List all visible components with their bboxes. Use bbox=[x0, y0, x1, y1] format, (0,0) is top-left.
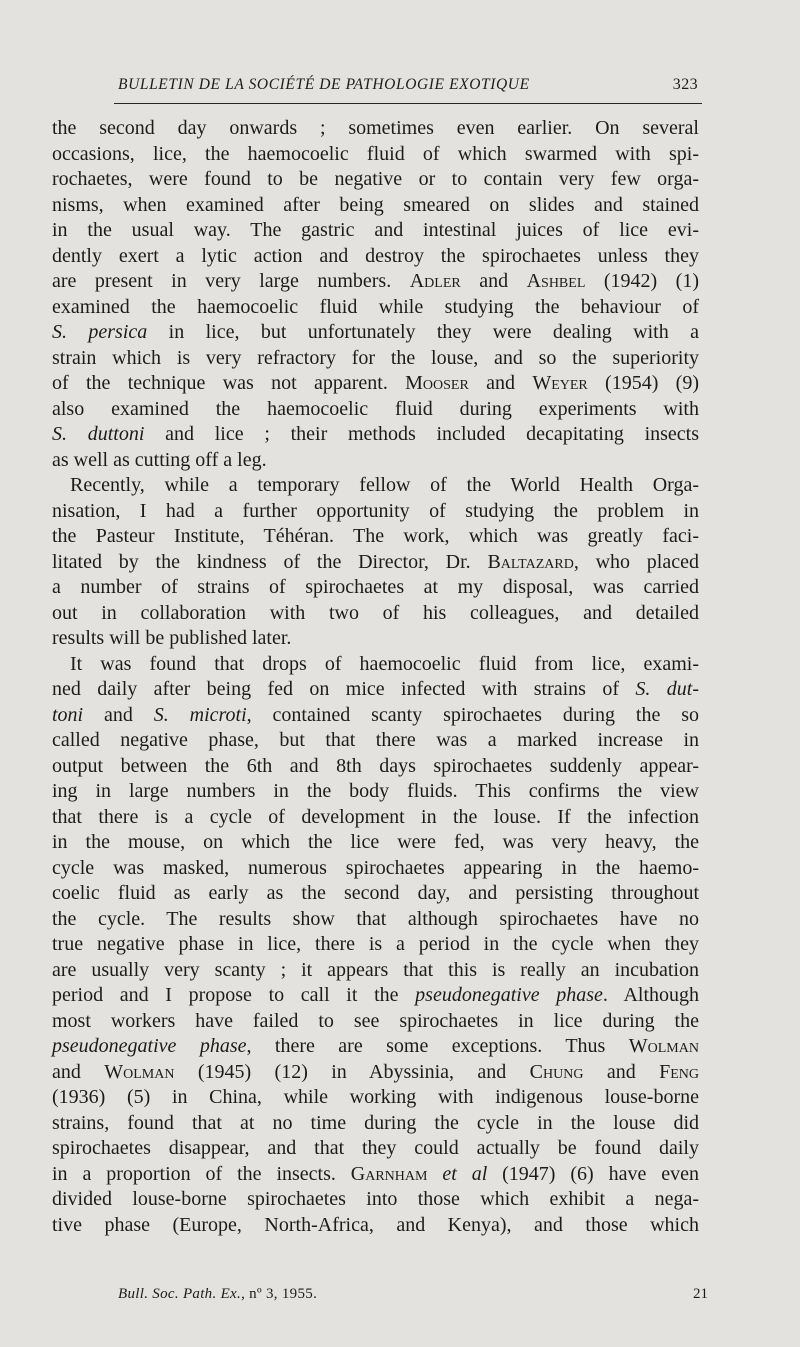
text-line: dently exert a lytic action and destroy the spirochaetes unless they bbox=[52, 244, 699, 267]
text-line: ing in large numbers in the body fluids. This confirms the view bbox=[52, 780, 699, 802]
text-run: litated by the kindness of the Director, Dr. bbox=[52, 550, 488, 573]
text-line: the Pasteur Institute, Téhéran. The work, which was greatly faci- bbox=[52, 525, 699, 547]
author-name: Chung bbox=[529, 1060, 584, 1083]
text-run: (1945) (12) in Abyssinia, and bbox=[174, 1060, 530, 1083]
text-run: ned daily after being fed on mice infected with strains of bbox=[52, 678, 636, 700]
text-run: and bbox=[52, 1060, 105, 1083]
text-line: in the usual way. The gastric and intestinal juices of lice evi- bbox=[52, 219, 699, 241]
text-line: spirochaetes disappear, and that they could actually be found daily bbox=[52, 1137, 699, 1159]
journal-abbrev: Bull. Soc. Path. Ex. bbox=[118, 1286, 242, 1302]
text-line bbox=[52, 677, 699, 703]
text-line bbox=[52, 1034, 699, 1060]
text-line: coelic fluid as early as the second day, and persisting throughout bbox=[52, 882, 699, 904]
text-line: the second day onwards ; sometimes even earlier. On several bbox=[52, 117, 699, 139]
text-line: strains, found that at no time during the cycle in the louse did bbox=[52, 1111, 699, 1134]
text-run: period and I propose to call it the bbox=[52, 984, 416, 1006]
species-name: S. microti bbox=[153, 703, 247, 726]
text-line bbox=[52, 1162, 699, 1188]
text-run: and bbox=[83, 703, 154, 726]
text-line: called negative phase, but that there was a marked increase in bbox=[52, 729, 699, 751]
author-name: Wolman bbox=[628, 1035, 699, 1057]
header-rule bbox=[114, 103, 702, 104]
author-name: Adler bbox=[409, 270, 461, 292]
text-line: true negative phase in lice, there is a period in the cycle when they bbox=[52, 933, 699, 955]
running-head bbox=[118, 76, 698, 100]
text-line: cycle was masked, numerous spirochaetes appearing in the haemo- bbox=[52, 856, 699, 879]
text-run: , contained scanty spirochaetes during the so bbox=[246, 703, 699, 726]
author-name: Wolman bbox=[104, 1060, 175, 1083]
page-footer bbox=[118, 1286, 708, 1308]
text-line: tive phase (Europe, North-Africa, and Kenya), and those which bbox=[52, 1213, 699, 1236]
text-line bbox=[52, 983, 699, 1009]
issue-info: , nº 3, 1955. bbox=[241, 1286, 318, 1302]
author-name: Baltazard bbox=[487, 550, 574, 573]
text-line: that there is a cycle of development in the louse. If the infection bbox=[52, 805, 699, 828]
species-name: S. duttoni bbox=[52, 423, 145, 445]
text-line: output between the 6th and 8th days spirochaetes suddenly appear- bbox=[52, 754, 699, 777]
text-run: , there are some exceptions. Thus bbox=[246, 1035, 629, 1057]
text-line: strain which is very refractory for the louse, and so the superiority bbox=[52, 346, 699, 369]
text-run: of the technique was not apparent. bbox=[52, 372, 406, 394]
author-name: Garnham bbox=[350, 1162, 428, 1185]
text-run: in a proportion of the insects. bbox=[52, 1162, 351, 1185]
text-run: and lice ; their methods included decapitating insects bbox=[144, 423, 699, 445]
paragraph-start: It was found that drops of haemocoelic fluid from lice, exami- bbox=[70, 652, 699, 675]
text-line: are usually very scanty ; it appears that this is really an incubation bbox=[52, 958, 699, 981]
text-line: occasions, lice, the haemocoelic fluid of which swarmed with spi- bbox=[52, 142, 699, 165]
text-run: , who placed bbox=[573, 550, 699, 573]
species-name: S. dut- bbox=[635, 678, 699, 700]
emphasis: pseudonegative phase bbox=[52, 1035, 247, 1057]
running-title: BULLETIN DE LA SOCIÉTÉ DE PATHOLOGIE EXOTIQUE bbox=[118, 76, 530, 93]
text-line bbox=[52, 269, 699, 295]
text-line: divided louse-borne spirochaetes into those which exhibit a nega- bbox=[52, 1188, 699, 1210]
text-run: and bbox=[583, 1060, 660, 1083]
signature-mark: 21 bbox=[693, 1286, 708, 1302]
text-line: examined the haemocoelic fluid while studying the behaviour of bbox=[52, 295, 699, 318]
author-name: Weyer bbox=[532, 372, 588, 394]
text-line bbox=[52, 703, 699, 729]
text-line: rochaetes, were found to be negative or to contain very few orga- bbox=[52, 168, 699, 190]
text-line: most workers have failed to see spirochaetes in lice during the bbox=[52, 1009, 699, 1032]
text-run: (1947) (6) have even bbox=[487, 1162, 699, 1185]
text-line bbox=[52, 422, 699, 448]
species-name: S. persica bbox=[52, 321, 148, 343]
text-run: are present in very large numbers. bbox=[52, 270, 410, 292]
text-line bbox=[52, 1060, 699, 1086]
text-line bbox=[52, 320, 699, 346]
text-line: nisation, I had a further opportunity of studying the problem in bbox=[52, 499, 699, 522]
author-name: Ashbel bbox=[526, 270, 586, 292]
text-line: the cycle. The results show that although spirochaetes have no bbox=[52, 907, 699, 930]
text-run: and bbox=[468, 372, 533, 394]
author-name: Mooser bbox=[405, 372, 469, 394]
text-run: . Although bbox=[602, 984, 700, 1006]
text-run: (1942) (1) bbox=[585, 270, 700, 292]
text-run: and bbox=[460, 270, 527, 292]
text-run: in lice, but unfortunately they were dealing with a bbox=[147, 321, 699, 343]
text-line: in the mouse, on which the lice were fed, was very heavy, the bbox=[52, 831, 699, 853]
text-line: also examined the haemocoelic fluid during experiments with bbox=[52, 397, 699, 420]
emphasis: pseudonegative phase bbox=[415, 984, 603, 1006]
text-line: (1936) (5) in China, while working with indigenous louse-borne bbox=[52, 1086, 699, 1108]
text-line: results will be published later. bbox=[52, 627, 292, 649]
text-line: as well as cutting off a leg. bbox=[52, 448, 267, 471]
species-name: toni bbox=[52, 703, 84, 726]
text-run: (1954) (9) bbox=[587, 372, 699, 394]
journal-citation bbox=[118, 1286, 317, 1303]
paragraph-start: Recently, while a temporary fellow of the World Health Orga- bbox=[70, 474, 699, 496]
body-text bbox=[52, 116, 699, 1238]
text-line: nisms, when examined after being smeared on slides and stained bbox=[52, 193, 699, 216]
page-number: 323 bbox=[672, 76, 698, 93]
text-line: out in collaboration with two of his colleagues, and detailed bbox=[52, 601, 699, 624]
text-run bbox=[427, 1163, 442, 1185]
text-line bbox=[52, 371, 699, 397]
emphasis: et al bbox=[442, 1162, 488, 1185]
text-line bbox=[52, 550, 699, 576]
author-name: Feng bbox=[659, 1060, 699, 1083]
text-line: a number of strains of spirochaetes at my disposal, was carried bbox=[52, 576, 699, 598]
